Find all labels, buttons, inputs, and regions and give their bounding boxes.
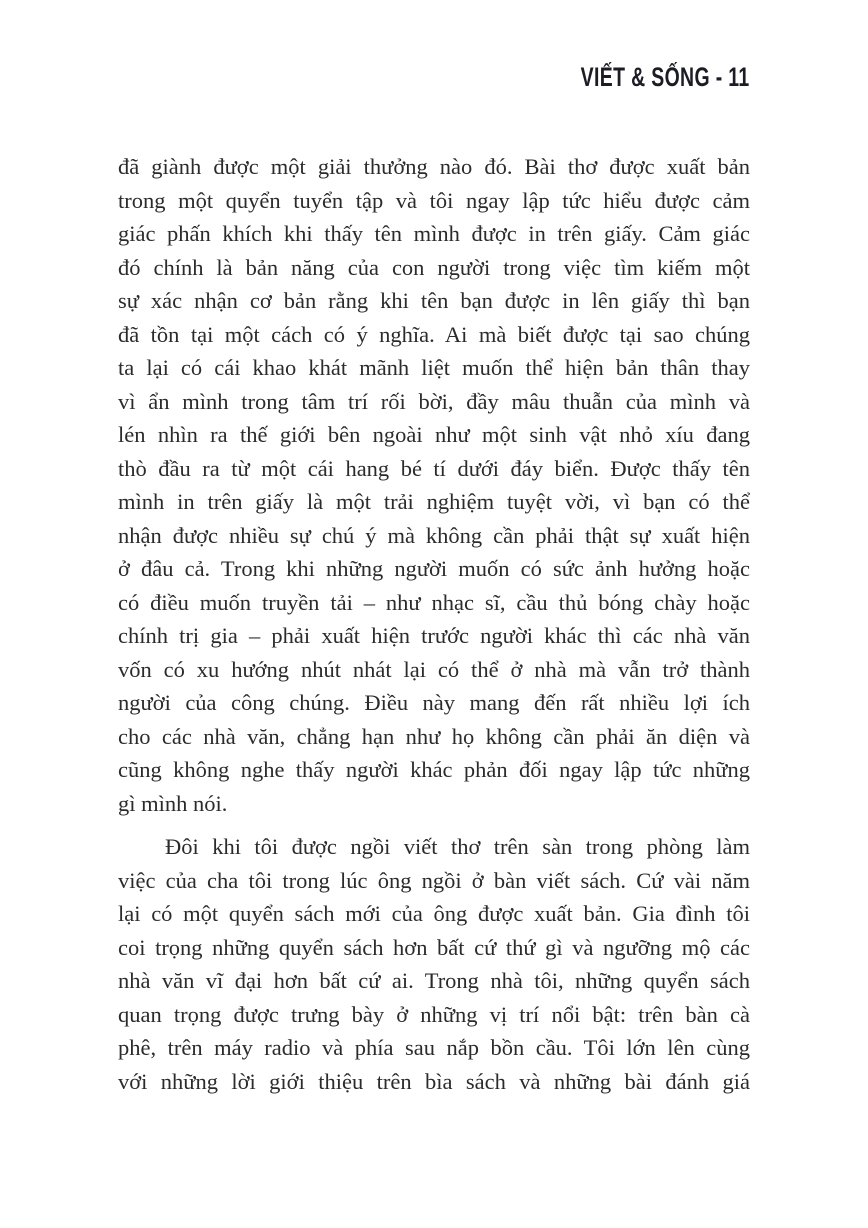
- text-line: nhận được nhiều sự chú ý mà không cần phải thật sự xuất hiện: [118, 522, 750, 548]
- running-header: [581, 62, 750, 93]
- text-line: giác phấn khích khi thấy tên mình được in trên giấy. Cảm giác: [118, 221, 750, 246]
- text-line: ta lại có cái khao khát mãnh liệt muốn thể hiện bản thân thay: [118, 355, 750, 380]
- page-body: [118, 150, 750, 1098]
- text-line: lén nhìn ra thế giới bên ngoài như một sinh vật nhỏ xíu đang: [118, 422, 750, 447]
- text-line: ở đâu cả. Trong khi những người muốn có sức ảnh hưởng hoặc: [118, 556, 750, 581]
- text-line: thò đầu ra từ một cái hang bé tí dưới đáy biển. Được thấy tên: [118, 455, 750, 481]
- text-line: vốn có xu hướng nhút nhát lại có thể ở nhà mà vẫn trở thành: [118, 656, 750, 682]
- text-line: đã giành được một giải thưởng nào đó. Bài thơ được xuất bản: [118, 154, 750, 179]
- text-line: với những lời giới thiệu trên bìa sách và những bài đánh giá: [118, 1068, 750, 1094]
- text-line: cũng không nghe thấy người khác phản đối ngay lập tức những: [118, 757, 750, 782]
- text-line: trong một quyển tuyển tập và tôi ngay lập tức hiểu được cảm: [118, 187, 750, 213]
- text-line: cho các nhà văn, chẳng hạn như họ không cần phải ăn diện và: [118, 723, 750, 749]
- text-line: lại có một quyển sách mới của ông được xuất bản. Gia đình tôi: [118, 901, 750, 926]
- text-line: đã tồn tại một cách có ý nghĩa. Ai mà biết được tại sao chúng: [118, 321, 750, 347]
- text-line: có điều muốn truyền tải – như nhạc sĩ, cầu thủ bóng chày hoặc: [118, 589, 750, 615]
- text-line: người của công chúng. Điều này mang đến rất nhiều lợi ích: [118, 690, 750, 715]
- text-line: chính trị gia – phải xuất hiện trước người khác thì các nhà văn: [118, 623, 750, 648]
- text-line: việc của cha tôi trong lúc ông ngồi ở bàn viết sách. Cứ vài năm: [118, 867, 750, 893]
- text-line: gì mình nói.: [118, 790, 228, 816]
- text-line: nhà văn vĩ đại hơn bất cứ ai. Trong nhà tôi, những quyển sách: [118, 968, 750, 993]
- text-line: đó chính là bản năng của con người trong việc tìm kiếm một: [118, 254, 750, 280]
- paragraph: [118, 150, 750, 820]
- text-line: vì ẩn mình trong tâm trí rối bời, đầy mâu thuẫn của mình và: [118, 388, 750, 414]
- running-header-text: VIẾT & SỐNG - 11: [581, 62, 750, 92]
- text-line: mình in trên giấy là một trải nghiệm tuyệt vời, vì bạn có thể: [118, 489, 750, 514]
- text-line: Đôi khi tôi được ngồi viết thơ trên sàn trong phòng làm: [165, 834, 750, 859]
- text-line: coi trọng những quyển sách hơn bất cứ thứ gì và ngưỡng mộ các: [118, 934, 750, 960]
- text-line: phê, trên máy radio và phía sau nắp bồn cầu. Tôi lớn lên cùng: [118, 1035, 750, 1060]
- text-line: sự xác nhận cơ bản rằng khi tên bạn được in lên giấy thì bạn: [118, 288, 750, 313]
- text-line: quan trọng được trưng bày ở những vị trí nổi bật: trên bàn cà: [118, 1001, 750, 1027]
- paragraph: [118, 830, 750, 1098]
